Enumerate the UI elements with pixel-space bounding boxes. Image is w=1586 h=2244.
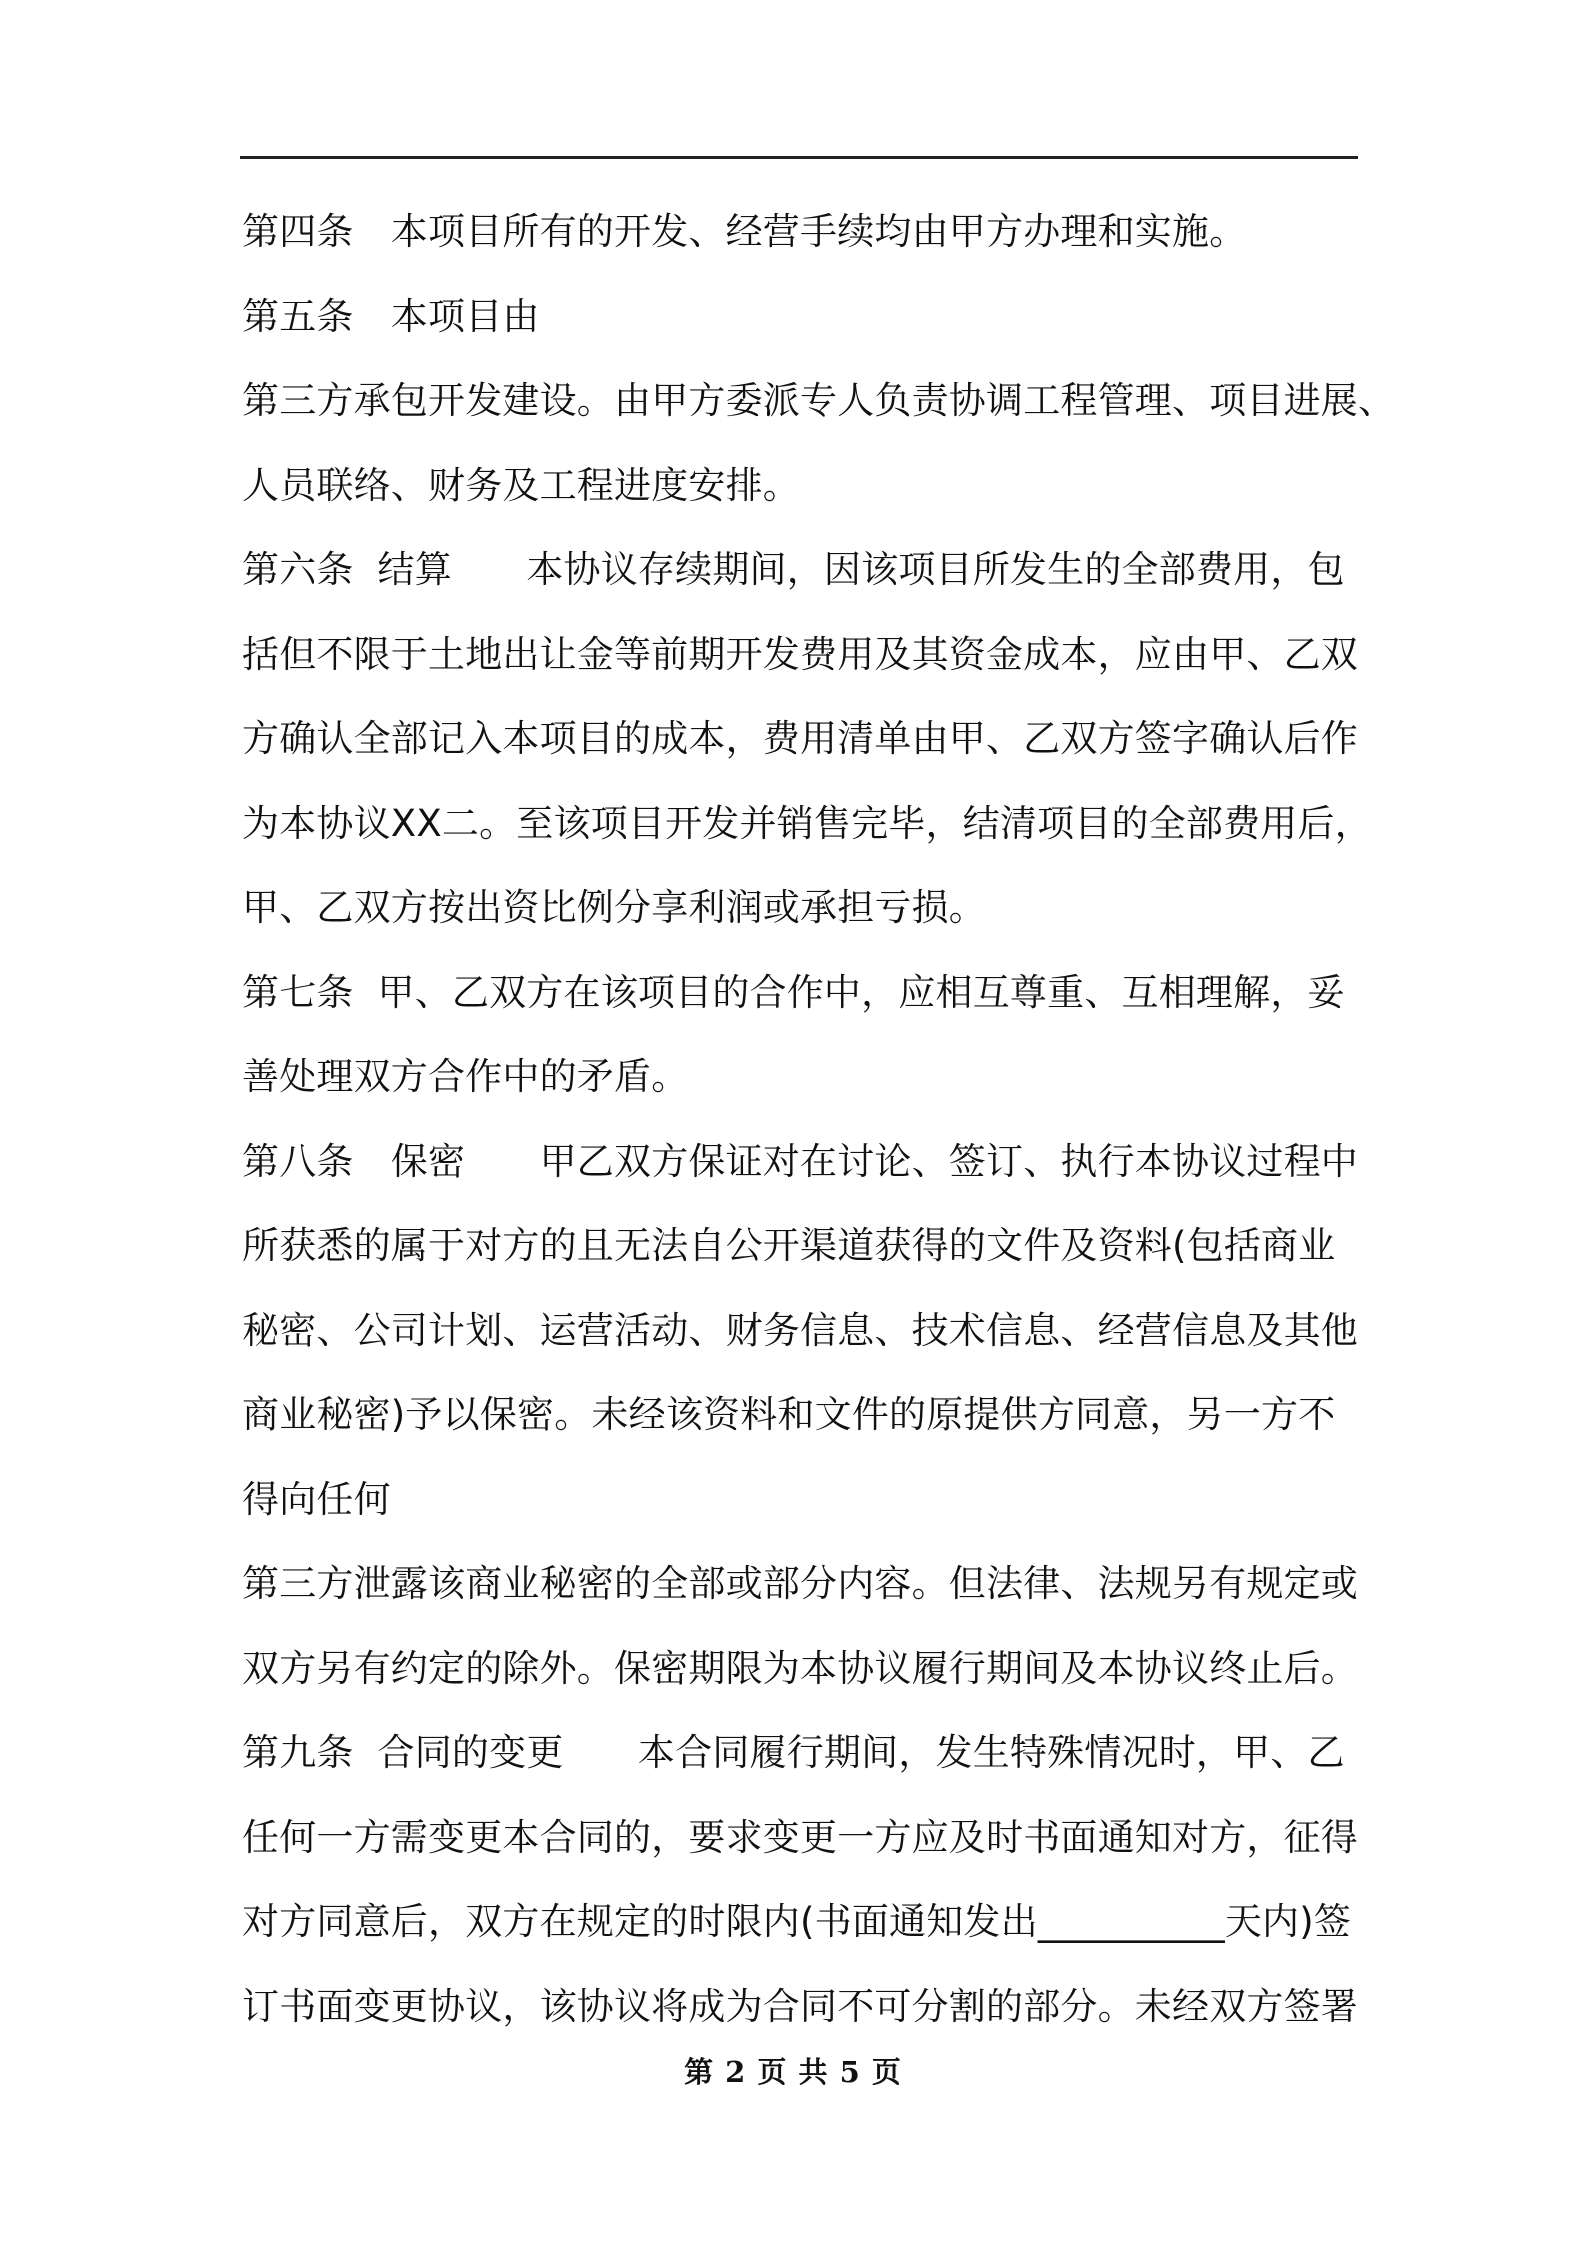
text-line: 甲、乙双方按出资比例分享利润或承担亏损。 bbox=[242, 886, 986, 929]
header-rule bbox=[240, 156, 1358, 159]
text-line: 第五条 本项目由 bbox=[242, 294, 540, 338]
text-line: 人员联络、财务及工程进度安排。 bbox=[242, 463, 800, 507]
text-line: 第三方泄露该商业秘密的全部或部分内容。但法律、法规另有规定或 bbox=[242, 1562, 1358, 1605]
text-line: 商业秘密)予以保密。未经该资料和文件的原提供方同意，另一方不 bbox=[242, 1393, 1336, 1436]
text-line: 任何一方需变更本合同的，要求变更一方应及时书面通知对方，征得 bbox=[242, 1815, 1358, 1859]
page-number: 第 2 页 共 5 页 bbox=[684, 2055, 902, 2089]
text-line: 所获悉的属于对方的且无法自公开渠道获得的文件及资料(包括商业 bbox=[242, 1224, 1336, 1267]
text-line: 第八条 保密 甲乙双方保证对在讨论、签订、执行本协议过程中 bbox=[242, 1139, 1358, 1183]
text-line: 得向任何 bbox=[242, 1477, 391, 1521]
text-line: 第四条 本项目所有的开发、经营手续均由甲方办理和实施。 bbox=[242, 210, 1247, 253]
text-line: 第七条 甲、乙双方在该项目的合作中，应相互尊重、互相理解，妥 bbox=[242, 970, 1345, 1014]
text-line: 括但不限于土地出让金等前期开发费用及其资金成本，应由甲、乙双 bbox=[242, 632, 1358, 676]
text-line: 秘密、公司计划、运营活动、财务信息、技术信息、经营信息及其他 bbox=[242, 1308, 1358, 1352]
text-line: 订书面变更协议，该协议将成为合同不可分割的部分。未经双方签署 bbox=[242, 1984, 1358, 2028]
text-line: 双方另有约定的除外。保密期限为本协议履行期间及本协议终止后。 bbox=[242, 1646, 1358, 1690]
text-line: 方确认全部记入本项目的成本，费用清单由甲、乙双方签字确认后作 bbox=[242, 717, 1358, 760]
document-body bbox=[242, 190, 1396, 2049]
text-line: 善处理双方合作中的矛盾。 bbox=[242, 1055, 689, 1098]
text-line: 第三方承包开发建设。由甲方委派专人负责协调工程管理、项目进展、 bbox=[242, 379, 1396, 422]
text-line: 第六条 结算 本协议存续期间，因该项目所发生的全部费用，包 bbox=[242, 548, 1345, 591]
text-line: 对方同意后，双方在规定的时限内(书面通知发出__________天内)签 bbox=[242, 1900, 1352, 1943]
text-line: 第九条 合同的变更 本合同履行期间，发生特殊情况时，甲、乙 bbox=[242, 1731, 1345, 1774]
text-line: 为本协议XX二。至该项目开发并销售完毕，结清项目的全部费用后， bbox=[242, 801, 1372, 845]
